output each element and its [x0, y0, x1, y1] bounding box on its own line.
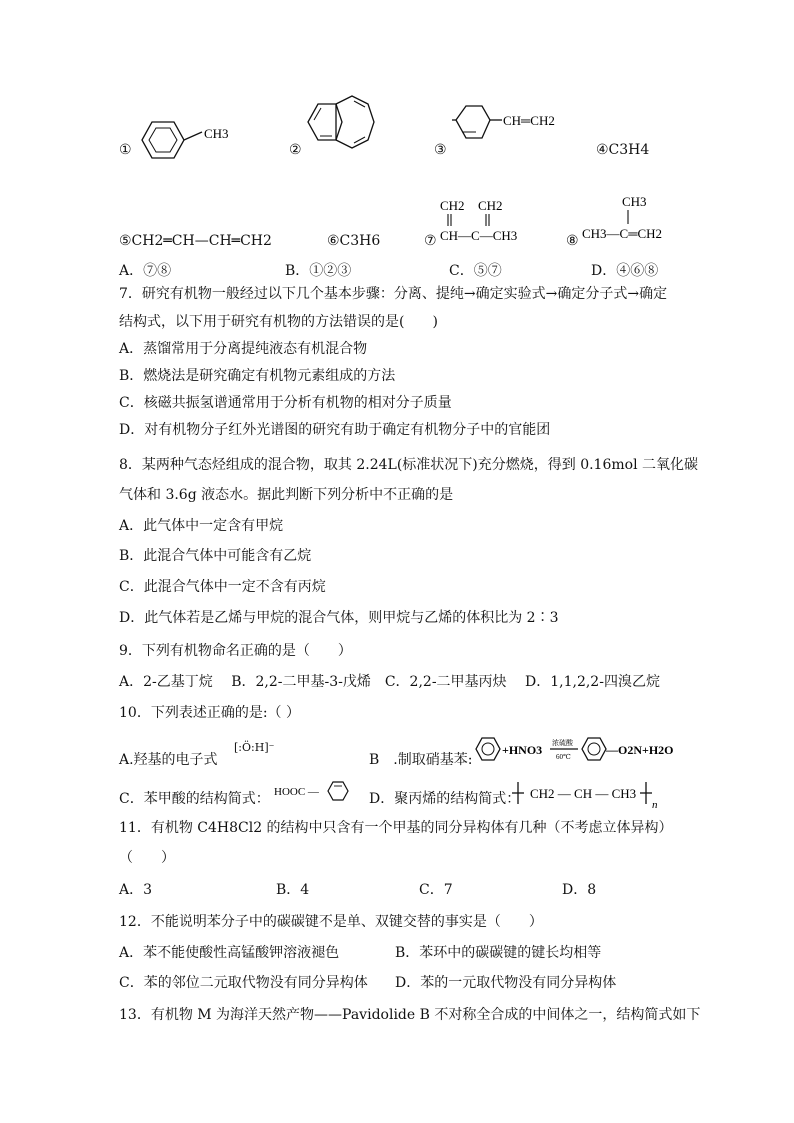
structure-6-label: ⑥C3H6: [327, 233, 381, 249]
svg-text:浓硫酸: 浓硫酸: [552, 739, 573, 747]
q11-option-b: B．4: [276, 882, 310, 898]
svg-text:CH—C—CH3: CH—C—CH3: [440, 228, 518, 243]
q8-option-c: C．此混合气体中一定不含有丙烷: [119, 579, 326, 595]
q10-stem: 10．下列表述正确的是:（ ）: [119, 705, 300, 721]
svg-text:60℃: 60℃: [556, 753, 571, 761]
structure-7-drawing: [436, 194, 546, 254]
polypropylene-structure: [512, 778, 682, 812]
svg-text:CH3: CH3: [622, 194, 647, 209]
structure-8-drawing: [578, 190, 688, 250]
structure-2-label: ②: [289, 142, 302, 158]
q6-option-d: D．④⑥⑧: [591, 263, 659, 279]
q7-stem-line2: 结构式，以下用于研究有机物的方法错误的是( ): [119, 314, 438, 330]
q12-stem: 12．不能说明苯分子中的碳碳键不是单、双键交替的事实是（ ）: [119, 914, 543, 930]
svg-text:+HNO3: +HNO3: [502, 743, 543, 757]
structure-3-label: ③: [434, 142, 447, 158]
q11-option-a: A．3: [119, 882, 153, 898]
svg-text:—O2N+H2O: —O2N+H2O: [606, 743, 674, 757]
benzoic-acid-structure: [274, 776, 354, 806]
q8-option-d: D．此气体若是乙烯与甲烷的混合气体，则甲烷与乙烯的体积比为 2∶3: [119, 610, 559, 626]
q8-stem-line2: 气体和 3.6g 液态水。据此判断下列分析中不正确的是: [119, 487, 454, 503]
svg-text:CH2: CH2: [440, 198, 465, 213]
structure-7-label: ⑦: [424, 233, 437, 249]
q13-stem: 13．有机物 M 为海洋天然产物——Pavidolide B 不对称全合成的中间体之一，结构简式如下: [119, 1007, 701, 1023]
q6-option-a: A．⑦⑧: [119, 263, 172, 279]
nitration-equation: [472, 732, 678, 766]
q7-option-d: D．对有机物分子红外光谱图的研究有助于确定有机物分子中的官能团: [119, 422, 551, 438]
styrene-structure: [448, 98, 588, 166]
q7-option-a: A．蒸馏常用于分离提纯液态有机混合物: [119, 341, 368, 357]
q12-option-d: D．苯的一元取代物没有同分异构体: [395, 975, 617, 991]
q11-stem-line2: （ ）: [119, 850, 175, 866]
q11-option-c: C．7: [419, 882, 453, 898]
toluene-structure: [130, 108, 240, 168]
q12-option-a: A．苯不能使酸性高锰酸钾溶液褪色: [119, 945, 340, 961]
svg-text:n: n: [652, 799, 658, 811]
structure-1-label: ①: [119, 142, 132, 158]
q7-stem-line1: 7．研究有机物一般经过以下几个基本步骤：分离、提纯→确定实验式→确定分子式→确定: [119, 286, 668, 302]
q9-options: A．2-乙基丁烷 B．2,2-二甲基-3-戊烯 C．2,2-二甲基丙炔 D．1,1,2,2-四溴乙烷: [119, 674, 660, 690]
q12-option-c: C．苯的邻位二元取代物没有同分异构体: [119, 975, 368, 991]
q6-option-b: B．①②③: [285, 263, 352, 279]
q8-option-a: A．此气体中一定含有甲烷: [119, 518, 284, 534]
q11-stem-line1: 11．有机物 C4H8Cl2 的结构中只含有一个甲基的同分异构体有几种（不考虑立体异构）: [119, 820, 673, 836]
toluene-ch3: CH3: [204, 126, 229, 141]
q11-option-d: D．8: [562, 882, 597, 898]
q10-option-b: B .制取硝基苯:: [369, 752, 473, 768]
q9-stem: 9．下列有机物命名正确的是（ ）: [119, 643, 352, 659]
q7-option-c: C．核磁共振氢谱通常用于分析有机物的相对分子质量: [119, 395, 452, 411]
svg-text:HOOC —: HOOC —: [274, 786, 319, 798]
q10-option-a: A.羟基的电子式: [119, 752, 218, 768]
q8-option-b: B．此混合气体中可能含有乙烷: [119, 548, 312, 564]
svg-text:CH3—C═CH2: CH3—C═CH2: [582, 226, 662, 241]
q10-option-d: D．聚丙烯的结构简式：: [369, 791, 521, 807]
naphthalene-structure: [302, 92, 382, 162]
hydroxyl-electron-formula: [:Ö:H]⁻: [234, 741, 275, 754]
structure-5-label: ⑤CH2═CH—CH═CH2: [119, 233, 272, 249]
structure-4-label: ④C3H4: [596, 142, 650, 158]
q7-option-b: B．燃烧法是研究确定有机物元素组成的方法: [119, 368, 396, 384]
styrene-vinyl: CH═CH2: [503, 113, 555, 128]
q10-option-c: C．苯甲酸的结构简式：: [119, 791, 270, 807]
q6-option-c: C．⑤⑦: [449, 263, 502, 279]
structure-8-label: ⑧: [566, 233, 579, 249]
q12-option-b: B．苯环中的碳碳键的键长均相等: [395, 945, 602, 961]
svg-text:CH2: CH2: [478, 198, 503, 213]
svg-text:CH2 — CH — CH3: CH2 — CH — CH3: [530, 786, 637, 801]
q8-stem-line1: 8．某两种气态烃组成的混合物，取其 2.24L(标准状况下)充分燃烧，得到 0.16mol 二氧化碳: [119, 457, 699, 473]
